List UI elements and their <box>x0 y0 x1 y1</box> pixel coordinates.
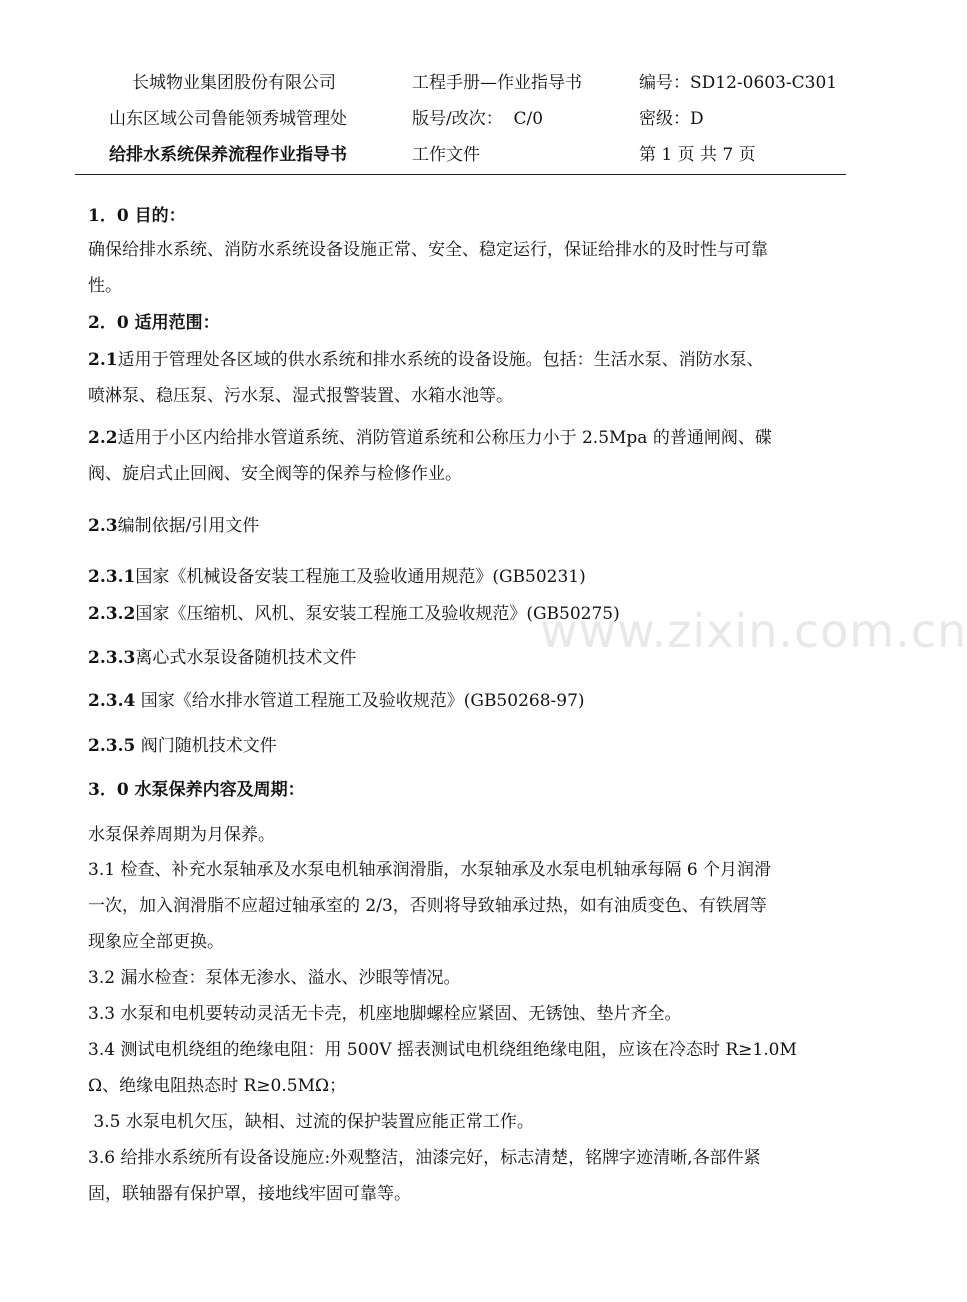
item-2-3-2-number: 2.3.2 <box>88 604 136 624</box>
document-type: 工作文件 <box>412 145 480 165</box>
item-2-1 <box>88 345 764 370</box>
version-label: 版号/改次： C/0 <box>412 109 544 129</box>
section-1-text-cont: 性。 <box>88 276 122 296</box>
item-3-1: 3.1 检查、补充水泵轴承及水泵电机轴承润滑脂，水泵轴承及水泵电机轴承每隔 6 个月润滑 <box>88 860 772 880</box>
item-3-2: 3.2 漏水检查：泵体无渗水、溢水、沙眼等情况。 <box>88 968 461 988</box>
item-2-1-cont: 喷淋泵、稳压泵、污水泵、湿式报警装置、水箱水池等。 <box>88 386 513 406</box>
item-2-3-2 <box>88 599 620 624</box>
item-2-2-cont: 阀、旋启式止回阀、安全阀等的保养与检修作业。 <box>88 464 462 484</box>
item-2-3-3 <box>88 643 356 668</box>
item-2-2 <box>88 423 772 448</box>
item-2-3-1 <box>88 562 586 587</box>
item-3-4-cont: Ω、绝缘电阻热态时 R≥0.5MΩ； <box>88 1076 347 1096</box>
item-2-3-text: 编制依据/引用文件 <box>117 516 260 536</box>
item-2-3-number: 2.3 <box>88 516 118 536</box>
document-code: 编号：SD12-0603-C301 <box>639 73 838 93</box>
item-3-6: 3.6 给排水系统所有设备设施应:外观整洁，油漆完好，标志清楚，铭牌字迹清晰,各部件紧 <box>88 1148 761 1168</box>
item-2-3-1-text: 国家《机械设备安装工程施工及验收通用规范》(GB50231) <box>135 567 586 587</box>
section-3-intro: 水泵保养周期为月保养。 <box>88 825 275 845</box>
section-2-title: 2．0 适用范围： <box>88 313 220 333</box>
item-2-3-4 <box>88 686 585 711</box>
document-title: 给排水系统保养流程作业指导书 <box>109 145 347 165</box>
item-3-5: 3.5 水泵电机欠压，缺相、过流的保护装置应能正常工作。 <box>88 1112 534 1132</box>
item-3-1-cont-2: 现象应全部更换。 <box>88 932 224 952</box>
section-1-title: 1．0 目的： <box>88 206 186 226</box>
secret-level: 密级：D <box>639 109 704 129</box>
item-2-3-3-number: 2.3.3 <box>88 648 136 668</box>
item-2-1-text: 适用于管理处各区域的供水系统和排水系统的设备设施。包括：生活水泵、消防水泵、 <box>117 350 764 370</box>
item-3-4: 3.4 测试电机绕组的绝缘电阻：用 500V 摇表测试电机绕组绝缘电阻，应该在冷态时 R≥1.0M <box>88 1040 797 1060</box>
item-2-3-4-number: 2.3.4 <box>88 691 136 711</box>
item-2-3-4-text: 国家《给水排水管道工程施工及验收规范》(GB50268-97) <box>135 691 585 711</box>
manual-name: 工程手册—作业指导书 <box>412 73 582 93</box>
section-3-title: 3．0 水泵保养内容及周期： <box>88 780 305 800</box>
section-1-text: 确保给排水系统、消防水系统设备设施正常、安全、稳定运行，保证给排水的及时性与可靠 <box>88 240 768 260</box>
item-3-6-cont: 固，联轴器有保护罩，接地线牢固可靠等。 <box>88 1184 411 1204</box>
item-2-3-2-text: 国家《压缩机、风机、泵安装工程施工及验收规范》(GB50275) <box>135 604 620 624</box>
item-2-1-number: 2.1 <box>88 350 118 370</box>
item-2-3-5 <box>88 731 277 756</box>
item-2-3-5-text: 阀门随机技术文件 <box>135 736 277 756</box>
page-indicator: 第 1 页 共 7 页 <box>639 145 756 165</box>
item-3-1-cont: 一次，加入润滑脂不应超过轴承室的 2/3，否则将导致轴承过热，如有油质变色、有铁屑等 <box>88 896 767 916</box>
company-name: 长城物业集团股份有限公司 <box>132 73 336 93</box>
item-2-3-3-text: 离心式水泵设备随机技术文件 <box>135 648 357 668</box>
item-3-3: 3.3 水泵和电机要转动灵活无卡壳，机座地脚螺栓应紧固、无锈蚀、垫片齐全。 <box>88 1004 682 1024</box>
item-2-2-text: 适用于小区内给排水管道系统、消防管道系统和公称压力小于 2.5Mpa 的普通闸阀、碟 <box>117 428 772 448</box>
branch-name: 山东区域公司鲁能领秀城管理处 <box>109 109 347 129</box>
watermark: www.zixin.com.cn <box>540 604 967 658</box>
item-2-3-1-number: 2.3.1 <box>88 567 136 587</box>
header-divider <box>75 174 846 175</box>
item-2-3-5-number: 2.3.5 <box>88 736 136 756</box>
item-2-2-number: 2.2 <box>88 428 118 448</box>
item-2-3 <box>88 511 259 536</box>
